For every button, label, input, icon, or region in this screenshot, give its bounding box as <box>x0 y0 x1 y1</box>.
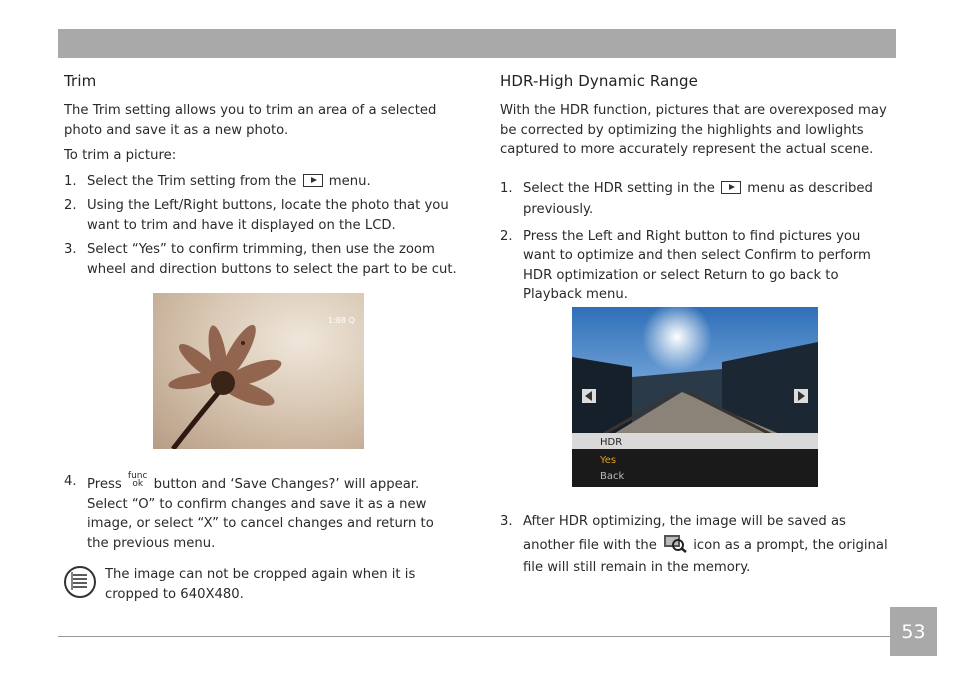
footer-line <box>58 636 890 637</box>
trim-step-1 <box>64 172 464 192</box>
trim-step-4 <box>64 472 459 553</box>
trim-section <box>64 72 464 279</box>
note-text: The image can not be cropped again when it is cropped to 640X480. <box>105 567 416 602</box>
ok-label: ok <box>132 479 144 489</box>
note-icon <box>64 566 96 598</box>
trim-heading: Trim <box>64 72 97 90</box>
flower-illustration <box>153 293 364 449</box>
step-number: 1. <box>500 180 513 196</box>
hdr-step-1 <box>500 178 895 220</box>
step-bold-text: Left/Right <box>153 198 218 213</box>
step-bold-text: Trim <box>157 173 186 189</box>
step-number: 2. <box>500 228 513 244</box>
step-number: 2. <box>64 198 77 213</box>
note-lines-icon <box>71 572 89 592</box>
step-text: Press <box>87 477 126 492</box>
hdr-prompt-icon <box>663 533 687 553</box>
step-number: 3. <box>500 514 513 529</box>
step-text: icon as a prompt, the original file will still remain in the memory. <box>523 538 888 575</box>
trim-example-photo <box>153 293 364 449</box>
hdr-scene-illustration <box>572 307 818 487</box>
header-bar <box>58 29 896 58</box>
trim-lead: To trim a picture: <box>64 148 177 163</box>
step-text: Select the <box>87 173 158 189</box>
step-number: 3. <box>64 242 77 257</box>
step-text: Select the HDR setting in the <box>523 180 720 196</box>
hdr-section <box>500 72 895 305</box>
step-number: 1. <box>64 173 77 189</box>
page-number: 53 <box>890 607 937 656</box>
step-text: menu as described previously. <box>523 180 873 217</box>
step-text: Press the Left and Right button to find pictures you want to optimize and then select Confirm to perform HDR optimization or select Return to go back to Playback menu. <box>523 228 871 302</box>
menu-title: HDR <box>600 437 623 448</box>
step-text: Select “Yes” to confirm trimming, then use the zoom wheel and direction buttons to select the part to be cut. <box>87 242 457 277</box>
menu-yes: Yes <box>600 455 617 466</box>
func-label: func <box>127 471 148 481</box>
menu-back: Back <box>600 471 625 482</box>
playback-icon <box>303 174 323 187</box>
hdr-step-3 <box>500 511 895 579</box>
trim-step-3 <box>64 240 464 279</box>
hdr-example-screen <box>572 307 818 487</box>
func-ok-icon <box>128 472 148 488</box>
step-text: After HDR optimizing, the image will be saved as another file with the <box>523 514 846 553</box>
step-text: buttons, locate the photo that you want to trim and have it displayed on the LCD. <box>87 198 449 233</box>
step-text: setting from the <box>185 173 301 189</box>
hdr-heading: HDR-High Dynamic Range <box>500 72 698 90</box>
playback-icon <box>721 181 741 194</box>
trim-intro: The Trim setting allows you to trim an area of a selected photo and save it as a new photo. <box>64 103 437 138</box>
hdr-intro: With the HDR function, pictures that are overexposed may be corrected by optimizing the highlights and lowlights captured to more accurately represent the actual scene. <box>500 103 887 157</box>
step-text: Using the <box>87 198 154 213</box>
step-number: 4. <box>64 474 77 489</box>
step-text: menu. <box>324 173 371 189</box>
step-text: button and ‘Save Changes?’ will appear. Select “O” to confirm changes and save it as a new image, or select “X” to cancel changes and return to the previous menu. <box>87 477 434 551</box>
trim-step-2 <box>64 196 464 235</box>
hdr-step-2 <box>500 227 895 305</box>
photo-overlay-text: 1:88 Q <box>328 316 355 325</box>
